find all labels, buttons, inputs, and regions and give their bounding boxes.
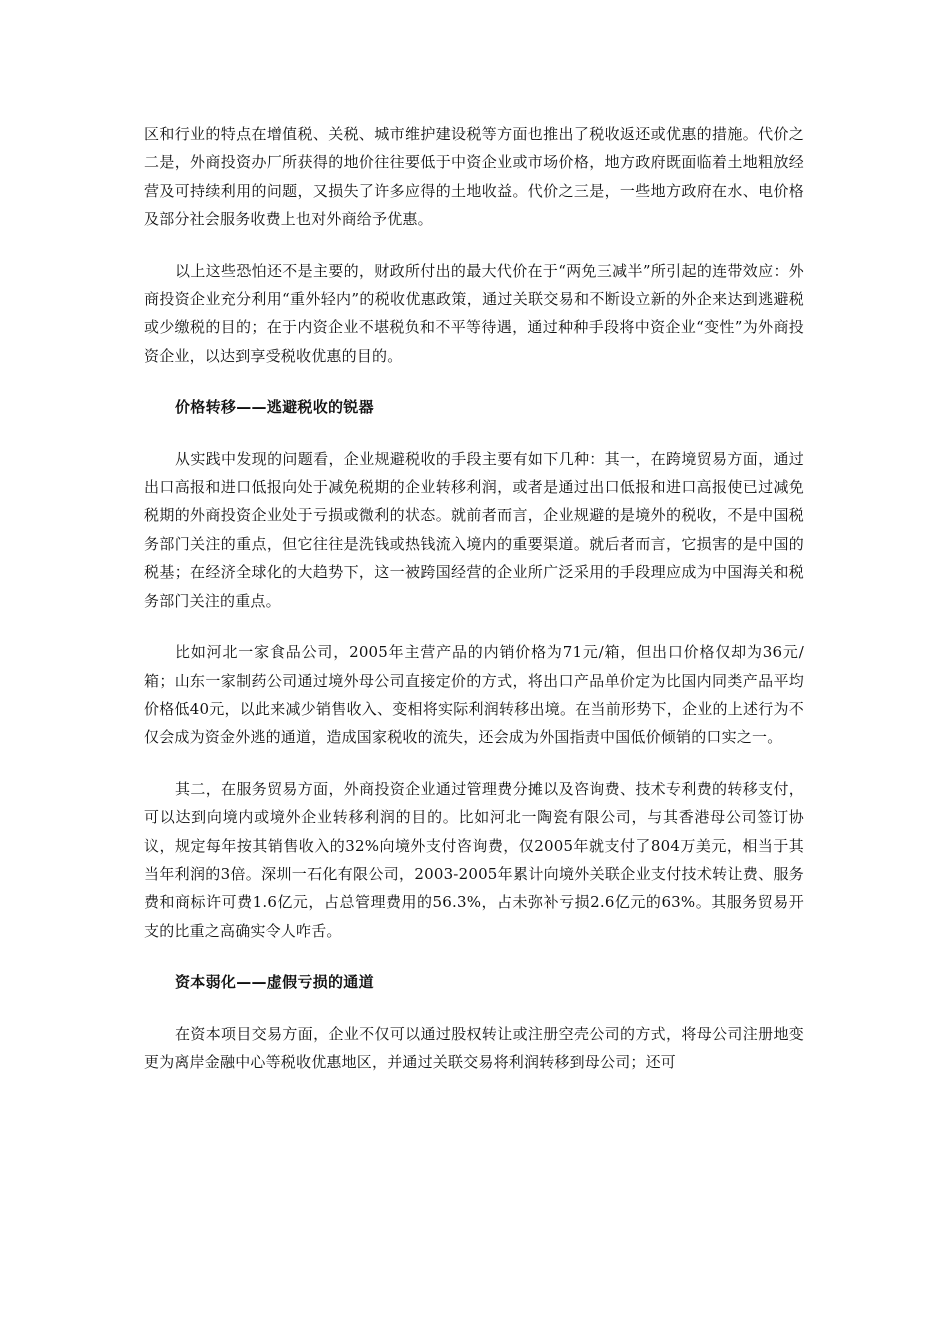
paragraph-gap (144, 422, 804, 445)
section-heading-capital-weakening: 资本弱化——虚假亏损的通道 (175, 973, 374, 992)
paragraph-4: 比如河北一家食品公司，2005年主营产品的内销价格为71元/箱，但出口价格仅却为36元/箱；山东一家制药公司通过境外母公司直接定价的方式，将出口产品单价定为比国内同类产品平均价格低40元，以此来减少销售收入、变相将实际利润转移出境。在当前形势下，企业的上述行为不仅会成为资金外逃的通道，造成国家税收的流失，还会成为外国指责中国低价倾销的口实之一。 (144, 643, 804, 747)
paragraph-6: 在资本项目交易方面，企业不仅可以通过股权转让或注册空壳公司的方式，将母公司注册地变更为离岸金融中心等税收优惠地区，并通过关联交易将利润转移到母公司；还可 (144, 1024, 804, 1071)
paragraph-1: 区和行业的特点在增值税、关税、城市维护建设税等方面也推出了税收返还或优惠的措施。代价之二是，外商投资办厂所获得的地价往往要低于中资企业或市场价格，地方政府既面临着土地粗放经营及可持续利用的问题，又损失了许多应得的土地收益。代价之三是，一些地方政府在水、电价格及部分社会服务收费上也对外商给予优惠。 (144, 125, 804, 229)
paragraph-2: 以上这些恐怕还不是主要的，财政所付出的最大代价在于“两免三减半”所引起的连带效应：外商投资企业充分利用“重外轻内”的税收优惠政策，通过关联交易和不断设立新的外企来达到逃避税或少缴税的目的；在于内资企业不堪税负和不平等待遇，通过种种手段将中资企业“变性”为外商投资企业，以达到享受税收优惠的目的。 (144, 261, 804, 365)
section-heading-price-transfer: 价格转移——逃避税收的锐器 (175, 398, 374, 417)
document-body (144, 120, 804, 1076)
paragraph-gap (144, 234, 804, 257)
paragraph-3: 从实践中发现的问题看，企业规避税收的手段主要有如下几种：其一，在跨境贸易方面，通过出口高报和进口低报向处于减免税期的企业转移利润，或者是通过出口低报和进口高报使已过减免税期的外商投资企业处于亏损或微利的状态。就前者而言，企业规避的是境外的税收，不是中国税务部门关注的重点，但它往往是洗钱或热钱流入境内的重要渠道。就后者而言，它损害的是中国的税基；在经济全球化的大趋势下，这一被跨国经营的企业所广泛采用的手段理应成为中国海关和税务部门关注的重点。 (144, 449, 804, 610)
paragraph-gap (144, 615, 804, 638)
paragraph-gap (144, 997, 804, 1020)
paragraph-gap (144, 752, 804, 775)
paragraph-gap (144, 370, 804, 393)
paragraph-5: 其二，在服务贸易方面，外商投资企业通过管理费分摊以及咨询费、技术专利费的转移支付，可以达到向境内或境外企业转移利润的目的。比如河北一陶瓷有限公司，与其香港母公司签订协议，规定每年按其销售收入的32%向境外支付咨询费，仅2005年就支付了804万美元，相当于其当年利润的3倍。深圳一石化有限公司，2003-2005年累计向境外关联企业支付技术转让费、服务费和商标许可费1.6亿元，占总管理费用的56.3%，占未弥补亏损2.6亿元的63%。其服务贸易开支的比重之高确实令人咋舌。 (144, 779, 804, 940)
paragraph-gap (144, 945, 804, 968)
